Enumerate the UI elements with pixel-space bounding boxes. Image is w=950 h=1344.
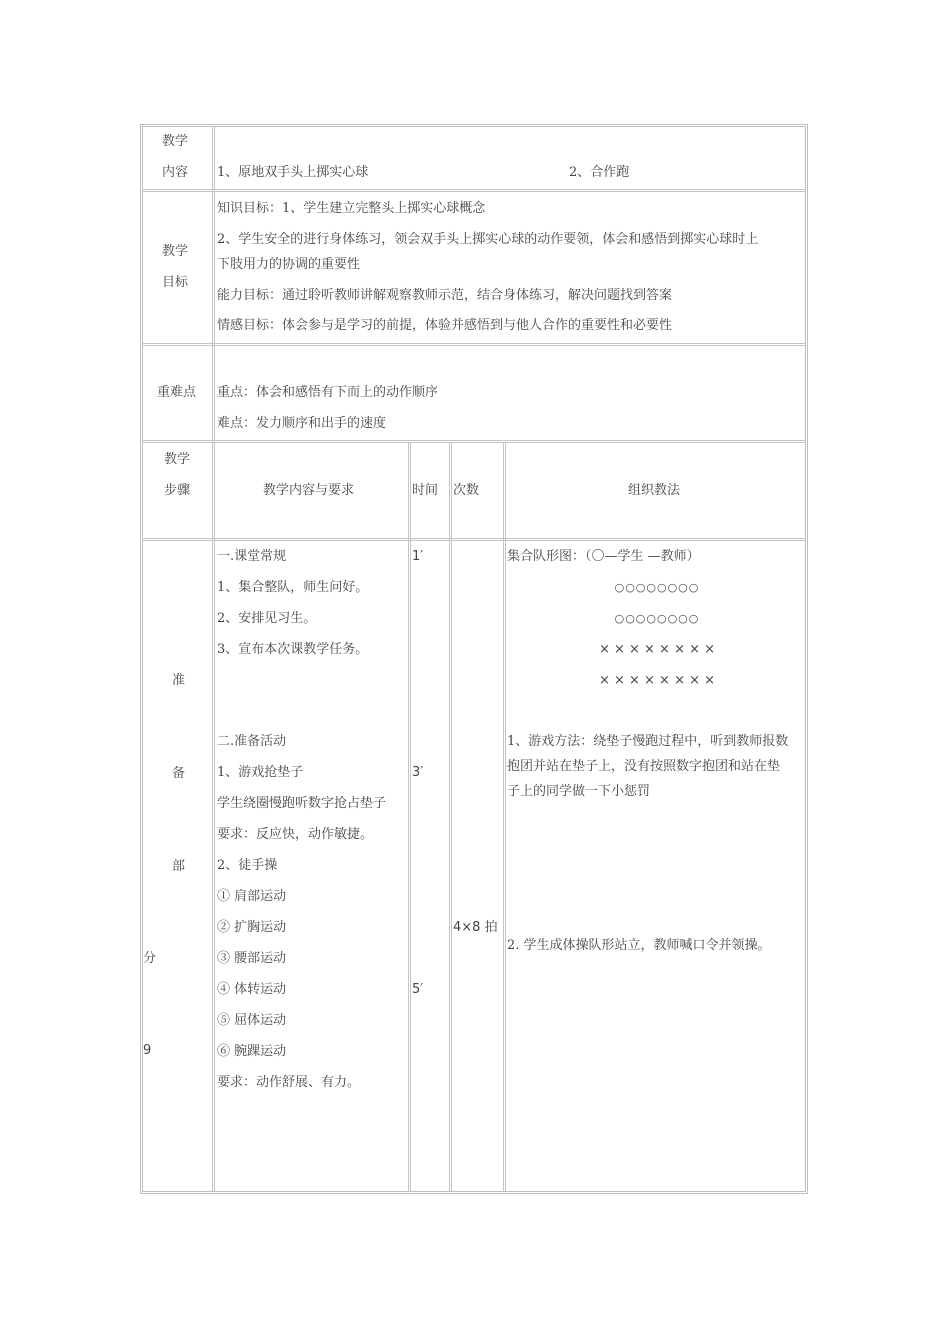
prep-content-line: 一.课堂常规 xyxy=(217,549,287,564)
prep-content-line: 学生绕圈慢跑听数字抢占垫子 xyxy=(217,796,387,811)
column-divider xyxy=(212,126,215,1192)
header-step-line2: 步骤 xyxy=(164,483,191,498)
header-count: 次数 xyxy=(453,483,480,498)
column-divider xyxy=(449,442,452,1192)
key-label: 重难点 xyxy=(157,385,197,400)
goal-line: 情感目标：体会参与是学习的前提，体验并感悟到与他人合作的重要性和必要性 xyxy=(217,318,673,333)
row-divider xyxy=(142,440,806,443)
formation-title: 集合队形图：（〇—学生 —教师） xyxy=(507,549,700,564)
header-content: 教学内容与要求 xyxy=(263,483,355,498)
row-divider xyxy=(142,189,806,192)
prep-side-char: 备 xyxy=(172,766,186,781)
content-label-line1: 教学 xyxy=(162,134,189,149)
student-row: ○○○○○○○○ xyxy=(614,581,700,594)
column-divider xyxy=(408,442,411,1192)
column-divider xyxy=(503,442,506,1192)
prep-time: 3′ xyxy=(412,765,424,780)
student-row: × × × × × × × × xyxy=(598,642,716,657)
prep-content-line: ① 肩部运动 xyxy=(217,889,287,904)
prep-side-char: 部 xyxy=(172,859,186,874)
prep-content-line: 1、集合整队，师生问好。 xyxy=(217,580,369,595)
prep-content-line: 3、宣布本次课教学任务。 xyxy=(217,642,369,657)
prep-content-line: ⑥ 腕踝运动 xyxy=(217,1044,287,1059)
student-row: ○○○○○○○○ xyxy=(614,612,700,625)
prep-content-line: ⑤ 屈体运动 xyxy=(217,1013,287,1028)
difficult-point: 难点：发力顺序和出手的速度 xyxy=(217,416,387,431)
goal-line: 能力目标：通过聆听教师讲解观察教师示范，结合身体练习，解决问题找到答案 xyxy=(217,288,673,303)
goal-line: 下肢用力的协调的重要性 xyxy=(217,257,361,272)
row-divider xyxy=(142,538,806,541)
content-label-line2: 内容 xyxy=(162,165,189,180)
goal-label-line1: 教学 xyxy=(162,244,189,259)
prep-duration: 9 xyxy=(143,1043,152,1058)
prep-content-line: 二.准备活动 xyxy=(217,734,287,749)
student-row: × × × × × × × × xyxy=(598,673,716,688)
goal-label-line2: 目标 xyxy=(162,275,189,290)
prep-time: 5′ xyxy=(412,982,424,997)
key-point: 重点：体会和感悟有下而上的动作顺序 xyxy=(217,385,439,400)
prep-content-line: 2、徒手操 xyxy=(217,858,278,873)
prep-content-line: 2、安排见习生。 xyxy=(217,611,317,626)
prep-count: 4×8 拍 xyxy=(453,920,498,935)
prep-content-line: ④ 体转运动 xyxy=(217,982,287,997)
prep-content-line: 要求：动作舒展、有力。 xyxy=(217,1075,361,1090)
header-time: 时间 xyxy=(412,483,439,498)
game-method-line: 1、游戏方法：绕垫子慢跑过程中，听到教师报数 xyxy=(507,734,789,749)
content-item-1: 1、原地双手头上掷实心球 xyxy=(217,165,369,180)
lesson-plan-table xyxy=(140,124,808,1194)
prep-content-line: ③ 腰部运动 xyxy=(217,951,287,966)
prep-time: 1′ xyxy=(412,549,424,564)
goal-line: 知识目标：1、学生建立完整头上掷实心球概念 xyxy=(217,201,486,216)
prep-content-line: 要求：反应快，动作敏捷。 xyxy=(217,827,374,842)
goal-line: 2、学生安全的进行身体练习，领会双手头上掷实心球的动作要领，体会和感悟到掷实心球时上 xyxy=(217,232,759,247)
game-method-line: 抱团并站在垫子上，没有按照数字抱团和站在垫 xyxy=(507,759,781,774)
prep-side-char: 分 xyxy=(143,951,157,966)
content-item-2: 2、合作跑 xyxy=(569,165,630,180)
row-divider xyxy=(142,343,806,346)
header-method: 组织教法 xyxy=(628,483,681,498)
game-method-line: 子上的同学做一下小惩罚 xyxy=(507,784,651,799)
header-step-line1: 教学 xyxy=(164,452,191,467)
prep-content-line: 1、游戏抢垫子 xyxy=(217,765,304,780)
prep-content-line: ② 扩胸运动 xyxy=(217,920,287,935)
prep-side-char: 准 xyxy=(172,673,186,688)
exercise-method: 2. 学生成体操队形站立，教师喊口令并领操。 xyxy=(507,938,771,953)
